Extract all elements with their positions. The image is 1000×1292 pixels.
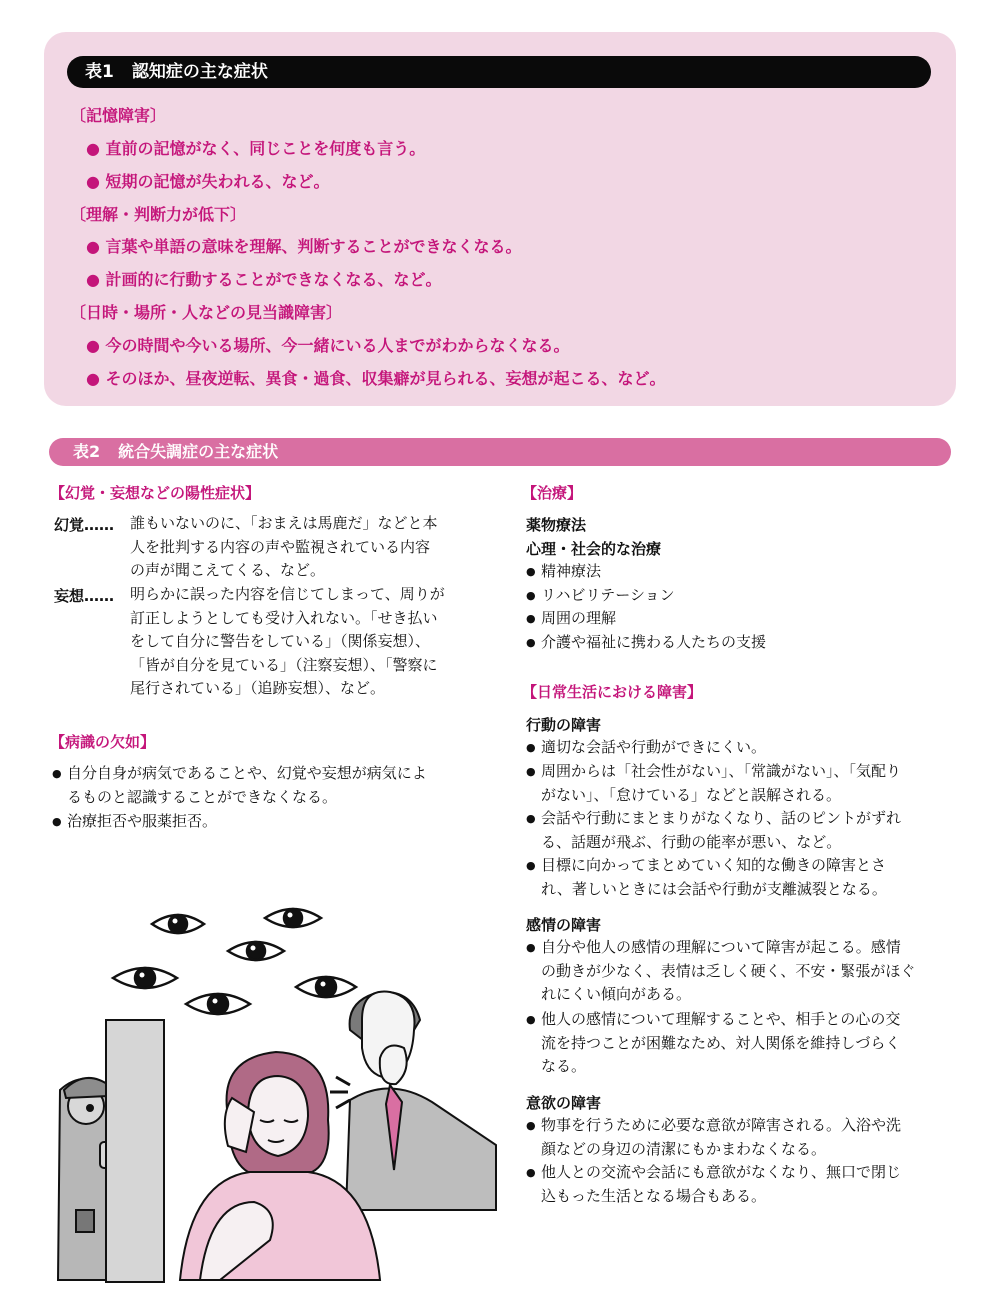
emotion-item: ● 自分や他人の感情の理解について障害が起こる。感情 の動きが少なく、表情は乏しく硬く、不安・緊張がほぐ れにくい傾向がある。 bbox=[526, 936, 956, 1007]
eye-icon bbox=[296, 977, 356, 997]
table1-label: 表1 bbox=[85, 62, 114, 82]
daily-life-heading: 【日常生活における障害】 bbox=[522, 683, 703, 701]
table1-title-bar bbox=[67, 56, 931, 88]
insight-item: ● 治療拒否や服薬拒否。 bbox=[52, 810, 492, 834]
treatment-item: ● 精神療法 bbox=[526, 560, 946, 584]
emotion-item: ● 他人の感情について理解することや、相手との心の交 流を持つことが困難なため、対人関係を維持しづらく なる。 bbox=[526, 1008, 956, 1079]
treatment-item: ● 介護や福祉に携わる人たちの支援 bbox=[526, 631, 946, 655]
table1-item: ● 言葉や単語の意味を理解、判断することができなくなる。 bbox=[86, 237, 522, 256]
table2-title-bar bbox=[49, 438, 951, 466]
behavior-item: ● 目標に向かってまとめていく知的な働きの障害とさ れ、著しいときには会話や行動が支離滅裂となる。 bbox=[526, 854, 956, 901]
eye-icon bbox=[265, 909, 321, 927]
table1-item: ● 計画的に行動することができなくなる、など。 bbox=[86, 270, 442, 289]
will-disorder-title: 意欲の障害 bbox=[526, 1094, 602, 1112]
will-item: ● 物事を行うために必要な意欲が障害される。入浴や洗 顔などの身辺の清潔にもかまわなくなる。 bbox=[526, 1114, 956, 1161]
floating-eyes bbox=[113, 909, 356, 1014]
schizophrenia-illustration bbox=[50, 880, 510, 1285]
table1-item: ● 今の時間や今いる場所、今一緒にいる人までがわからなくなる。 bbox=[86, 336, 570, 355]
delusion-description: 明らかに誤った内容を信じてしまって、周りが 訂正しようとしても受け入れない。「せき払い をして自分に警告をしている」（関係妄想）、 「皆が自分を見ている」（注察妄想）、「警察に 尾行されている」（追跡妄想）、など。 bbox=[130, 585, 445, 698]
behavior-item: ● 周囲からは「社会性がない」、「常識がない」、「気配り がない」、「怠けている」などと誤解される。 bbox=[526, 760, 956, 807]
table1-heading-judgement: 〔理解・判断力が低下〕 bbox=[70, 205, 247, 224]
coughing-man bbox=[330, 992, 496, 1210]
eye-icon bbox=[186, 994, 250, 1014]
drug-therapy: 薬物療法 bbox=[526, 516, 587, 534]
eye-icon bbox=[113, 968, 177, 988]
emotion-disorder-title: 感情の障害 bbox=[526, 916, 602, 934]
table1-item: ● そのほか、昼夜逆転、異食・過食、収集癖が見られる、妄想が起こる、など。 bbox=[86, 369, 666, 388]
hallucination-term: 幻覚…… bbox=[54, 516, 115, 534]
table1-title: 認知症の主な症状 bbox=[131, 62, 268, 82]
treatment-item: ● リハビリテーション bbox=[526, 584, 946, 608]
positive-symptoms-heading: 【幻覚・妄想などの陽性症状】 bbox=[50, 484, 261, 502]
behavior-item: ● 適切な会話や行動ができにくい。 bbox=[526, 736, 956, 760]
insight-heading: 【病識の欠如】 bbox=[50, 733, 156, 751]
treatment-item: ● 周囲の理解 bbox=[526, 607, 946, 631]
delusion-term: 妄想…… bbox=[54, 587, 115, 605]
treatment-heading: 【治療】 bbox=[522, 484, 583, 502]
will-item: ● 他人との交流や会話にも意欲がなくなり、無口で閉じ 込もった生活となる場合もある。 bbox=[526, 1161, 956, 1208]
insight-item: ● 自分自身が病気であることや、幻覚や妄想が病気によ るものと認識することができなくなる。 bbox=[52, 762, 492, 809]
table2-title: 統合失調症の主な症状 bbox=[118, 442, 279, 461]
eye-icon bbox=[228, 942, 284, 960]
behavior-item: ● 会話や行動にまとまりがなくなり、話のピントがずれ る、話題が飛ぶ、行動の能率が悪い、など。 bbox=[526, 807, 956, 854]
psychosocial-therapy: 心理・社会的な治療 bbox=[526, 540, 662, 558]
eye-icon bbox=[152, 915, 204, 933]
table1-heading-orientation: 〔日時・場所・人などの見当識障害〕 bbox=[70, 303, 343, 322]
table1-heading-memory: 〔記憶障害〕 bbox=[70, 106, 167, 125]
wall-pillar bbox=[106, 1020, 164, 1282]
table1-item: ● 直前の記憶がなく、同じことを何度も言う。 bbox=[86, 139, 426, 158]
behavior-disorder-title: 行動の障害 bbox=[526, 716, 602, 734]
table2-label: 表2 bbox=[73, 442, 101, 461]
hallucination-description: 誰もいないのに、「おまえは馬鹿だ」などと本 人を批判する内容の声や監視されている内容 の声が聞こえてくる、など。 bbox=[130, 514, 438, 580]
table1-item: ● 短期の記憶が失われる、など。 bbox=[86, 172, 330, 191]
